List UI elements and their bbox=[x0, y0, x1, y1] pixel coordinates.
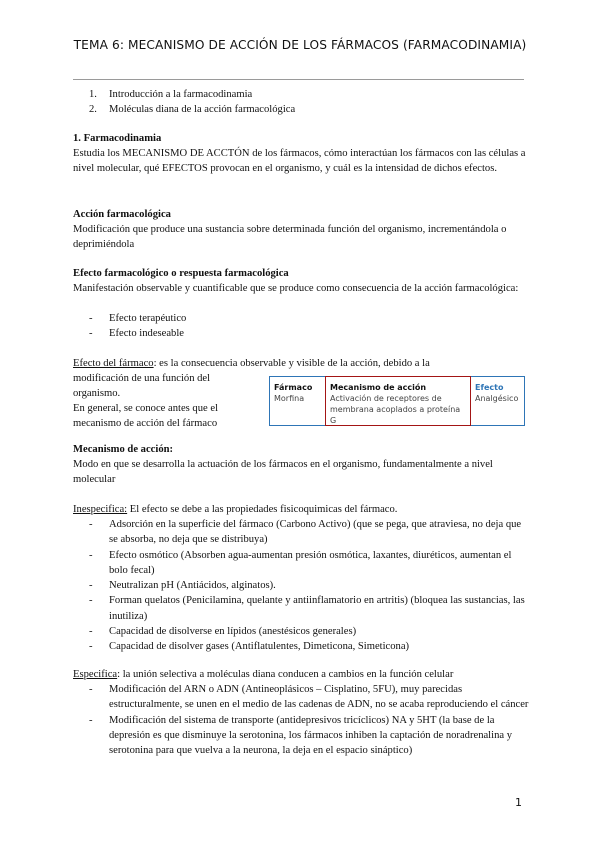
efecto-del-farmaco-text: : es la consecuencia observable y visible de la acción, debido a la bbox=[153, 358, 430, 369]
toc-item bbox=[89, 87, 295, 102]
efecto-list bbox=[89, 311, 186, 342]
example-table bbox=[269, 376, 525, 426]
body-accion-farmacologica: Modificación que produce una sustancia sobre determinada función del organismo, incrementándola o deprimiéndola bbox=[73, 224, 507, 251]
section-body-farmacodinamia: Estudia los MECANISMO DE ACCTÓN de los fármacos, cómo interactúan los fármacos con las células a nivel molecular, qué EFECTOS provocan en el organismo, y cuál es la intensidad de dichos efectos. bbox=[73, 148, 526, 175]
term-efecto-del-farmaco: Efecto del fármaco bbox=[73, 358, 154, 369]
especifica-list bbox=[89, 682, 529, 758]
page-number: 1 bbox=[515, 796, 522, 809]
table-cell-efecto bbox=[471, 376, 525, 426]
list-item: - Capacidad de disolver gases (Antiflatulentes, Dimeticona, Simeticona) bbox=[89, 639, 529, 654]
table-of-contents bbox=[89, 87, 295, 118]
table-cell-mecanismo bbox=[325, 376, 471, 426]
especifica-intro bbox=[73, 667, 533, 682]
list-item: - Forman quelatos (Penicilamina, quelante y antiinflamatorio en artritis) (bloquea las sustancias, las inutiliza) bbox=[89, 593, 529, 624]
inespecifica-text: El efecto se debe a las propiedades fisicoquimicas del fármaco. bbox=[127, 504, 398, 515]
especifica-text: : la unión selectiva a moléculas diana conducen a cambios en la función celular bbox=[117, 669, 454, 680]
section-heading-farmacodinamia: 1. Farmacodinamia bbox=[73, 133, 162, 144]
term-especifica: Especifica bbox=[73, 669, 118, 680]
inespecifica-list bbox=[89, 517, 529, 655]
toc-item bbox=[89, 102, 295, 117]
body-efecto-farmacologico: Manifestación observable y cuantificable que se produce como consecuencia de la acción farmacológica: bbox=[73, 283, 519, 294]
list-item: - Efecto indeseable bbox=[89, 326, 186, 341]
toc-text: Moléculas diana de la acción farmacológica bbox=[109, 104, 296, 116]
table-header-farmaco: Fármaco bbox=[274, 383, 313, 392]
list-item: - Modificación del sistema de transporte (antidepresivos tricíclicos) NA y 5HT (la base de la depresión es que disminuye la serotonina, los fármacos inhiben la captación de noradrenalina y serotonina para que vuelva a la neurona, la deja en el espacio sináptico) bbox=[89, 713, 529, 759]
list-item: - Efecto osmótico (Absorben agua-aumentan presión osmótica, laxantes, diuréticos, aumentan el bolo fecal) bbox=[89, 548, 529, 579]
efecto-del-farmaco-line1 bbox=[73, 356, 533, 371]
toc-number: 1. bbox=[89, 89, 97, 100]
list-item: - Neutralizan pH (Antiácidos, alginatos). bbox=[89, 578, 529, 593]
table-value-mecanismo: Activación de receptores de membrana acoplados a proteína G bbox=[330, 394, 461, 425]
list-item: - Efecto terapéutico bbox=[89, 311, 186, 326]
title-divider bbox=[73, 79, 524, 80]
table-value-farmaco: Morfina bbox=[274, 394, 305, 403]
efecto-del-farmaco-rest: modificación de una función del organismo. bbox=[73, 373, 211, 400]
table-header-mecanismo: Mecanismo de acción bbox=[330, 383, 427, 392]
table-value-efecto: Analgésico bbox=[475, 394, 519, 403]
heading-efecto-farmacologico: Efecto farmacológico o respuesta farmacológica bbox=[73, 268, 289, 279]
table-header-efecto: Efecto bbox=[475, 383, 504, 392]
toc-number: 2. bbox=[89, 104, 97, 116]
heading-mecanismo-accion: Mecanismo de acción: bbox=[73, 444, 174, 455]
list-item: - Adsorción en la superficie del fármaco (Carbono Activo) (que se pega, que atraviesa, no deja que se absorba, no deja que se distribuya) bbox=[89, 517, 529, 548]
table-cell-farmaco bbox=[269, 376, 325, 426]
term-inespecifica: Inespecifica: bbox=[73, 504, 128, 515]
toc-text: Introducción a la farmacodinamia bbox=[109, 89, 253, 100]
list-item: - Modificación del ARN o ADN (Antineoplásicos – Cisplatino, 5FU), muy parecidas estructuralmente, se unen en el medio de las cadenas de ADN, no se acaba reproduciendo el cáncer bbox=[89, 682, 529, 713]
efecto-del-farmaco-general: En general, se conoce antes que el mecanismo de acción del fármaco bbox=[73, 403, 219, 430]
heading-accion-farmacologica: Acción farmacológica bbox=[73, 209, 171, 220]
inespecifica-intro bbox=[73, 502, 533, 517]
list-item: - Capacidad de disolverse en lípidos (anestésicos generales) bbox=[89, 624, 529, 639]
document-title: TEMA 6: MECANISMO DE ACCIÓN DE LOS FÁRMACOS (FARMACODINAMIA) bbox=[73, 38, 527, 52]
body-mecanismo-accion: Modo en que se desarrolla la actuación de los fármacos en el organismo, fundamentalmente a nivel molecular bbox=[73, 459, 493, 486]
